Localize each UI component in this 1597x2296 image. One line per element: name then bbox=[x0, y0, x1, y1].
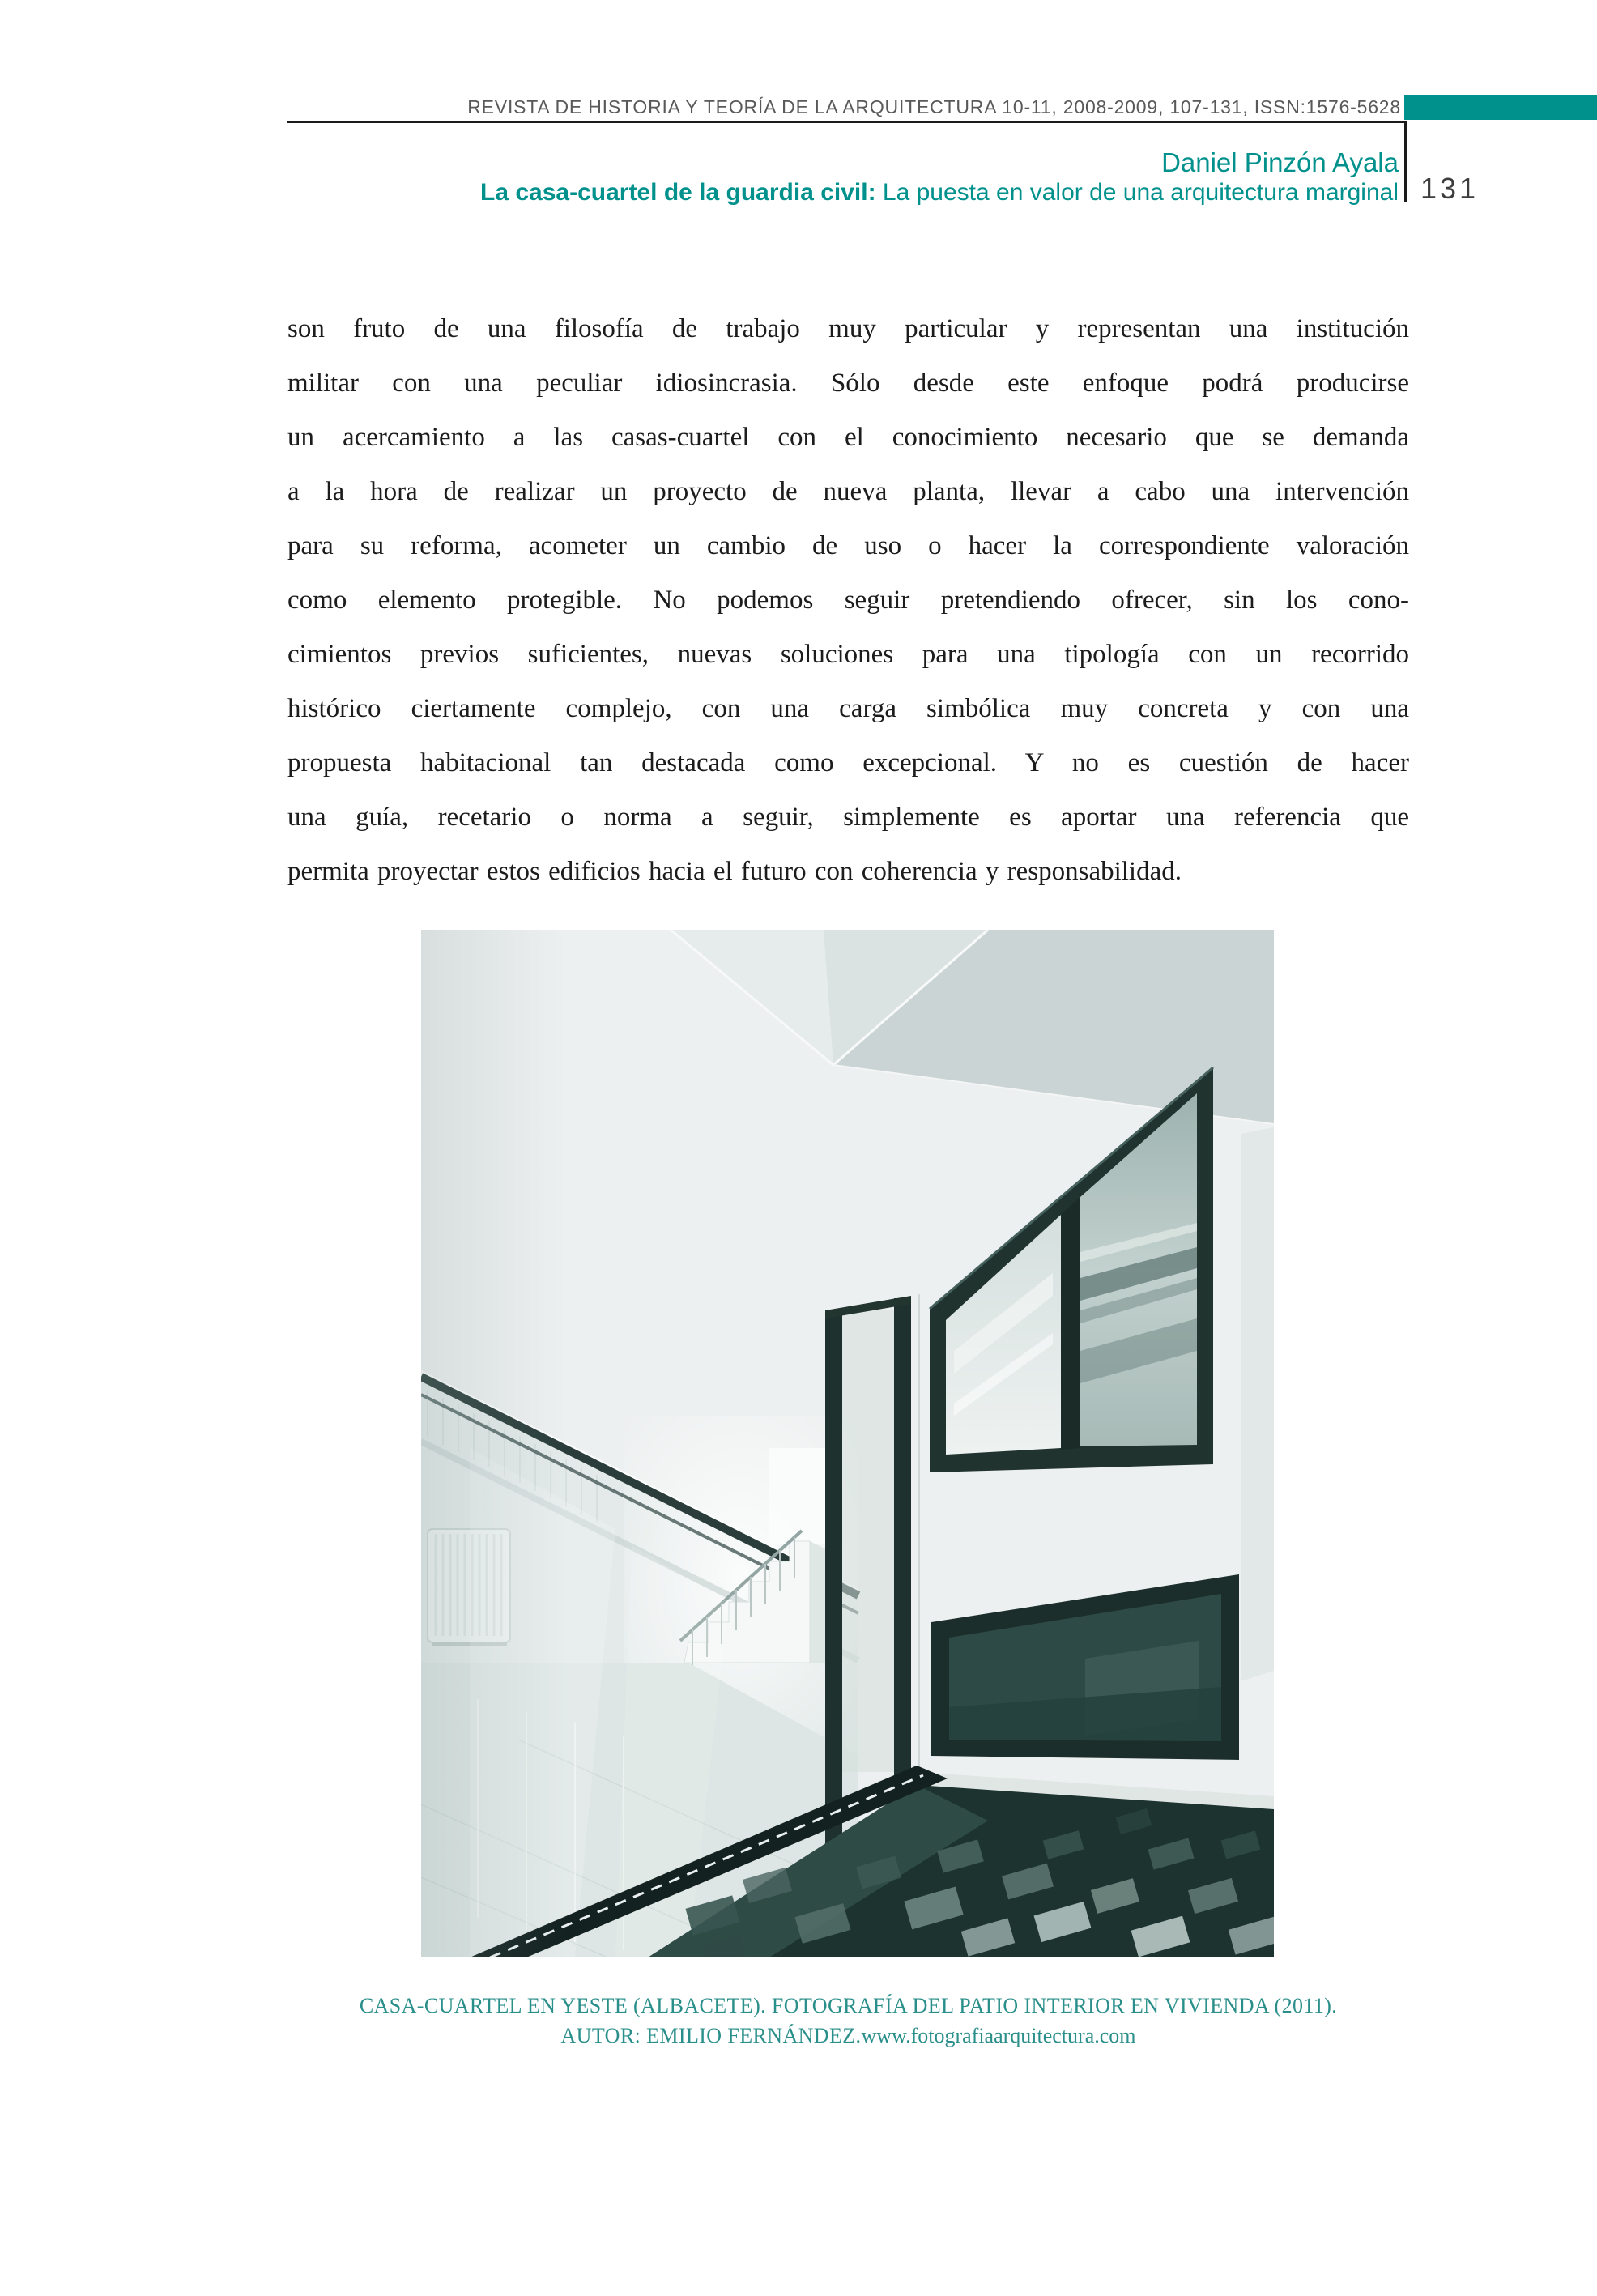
journal-header-line: REVISTA DE HISTORIA Y TEORÍA DE LA ARQUITECTURA 10-11, 2008-2009, 107-131, ISSN:1576-5628 bbox=[467, 96, 1401, 117]
body-text-line: militar con una peculiar idiosincrasia. Sólo desde este enfoque podrá producirse bbox=[287, 368, 1409, 398]
header-horizontal-rule bbox=[287, 121, 1407, 123]
body-text-line: un acercamiento a las casas-cuartel con el conocimiento necesario que se demanda bbox=[287, 423, 1409, 452]
header-vertical-rule bbox=[1404, 121, 1407, 202]
photo-vignette bbox=[421, 930, 567, 1957]
article-title bbox=[480, 179, 1399, 207]
teal-header-bar bbox=[1404, 95, 1597, 120]
page-number: 131 bbox=[1420, 172, 1480, 205]
right-wall-corner bbox=[1241, 1127, 1274, 1681]
body-text-line: a la hora de realizar un proyecto de nueva planta, llevar a cabo una intervención bbox=[287, 477, 1409, 506]
glass-door bbox=[825, 1294, 919, 1847]
body-paragraph bbox=[287, 302, 1409, 899]
body-text-line: como elemento protegible. No podemos seguir pretendiendo ofrecer, sin los cono- bbox=[287, 586, 1409, 615]
caption-line-1: CASA-CUARTEL EN YESTE (ALBACETE). FOTOGRAFÍA DEL PATIO INTERIOR EN VIVIENDA (2011). bbox=[359, 1994, 1338, 2017]
caption-author: AUTOR: EMILIO FERNÁNDEZ. bbox=[560, 2024, 862, 2047]
body-text-line: para su reforma, acometer un cambio de uso o hacer la correspondiente valoración bbox=[287, 531, 1409, 560]
caption-line-2 bbox=[287, 2021, 1409, 2051]
body-text-line: cimientos previos suficientes, nuevas soluciones para una tipología con un recorrido bbox=[287, 640, 1409, 669]
figure-caption bbox=[287, 1991, 1409, 2051]
author-name: Daniel Pinzón Ayala bbox=[1161, 147, 1399, 177]
body-text-line: histórico ciertamente complejo, con una carga simbólica muy concreta y con una bbox=[287, 694, 1409, 723]
body-text-line: propuesta habitacional tan destacada como excepcional. Y no es cuestión de hacer bbox=[287, 748, 1409, 777]
body-text-line: una guía, recetario o norma a seguir, simplemente es aportar una referencia que bbox=[287, 803, 1409, 832]
body-text-line: permita proyectar estos edificios hacia el futuro con coherencia y responsabilidad. bbox=[287, 857, 1182, 886]
caption-url: www.fotografiaarquitectura.com bbox=[861, 2024, 1136, 2047]
article-title-subtitle: La puesta en valor de una arquitectura marginal bbox=[882, 179, 1399, 206]
patio-photo-svg bbox=[421, 930, 1274, 1957]
body-text-line: son fruto de una filosofía de trabajo muy particular y representan una institución bbox=[287, 314, 1409, 343]
patio-photograph bbox=[421, 930, 1274, 1957]
article-title-bold: La casa-cuartel de la guardia civil: bbox=[480, 179, 876, 206]
